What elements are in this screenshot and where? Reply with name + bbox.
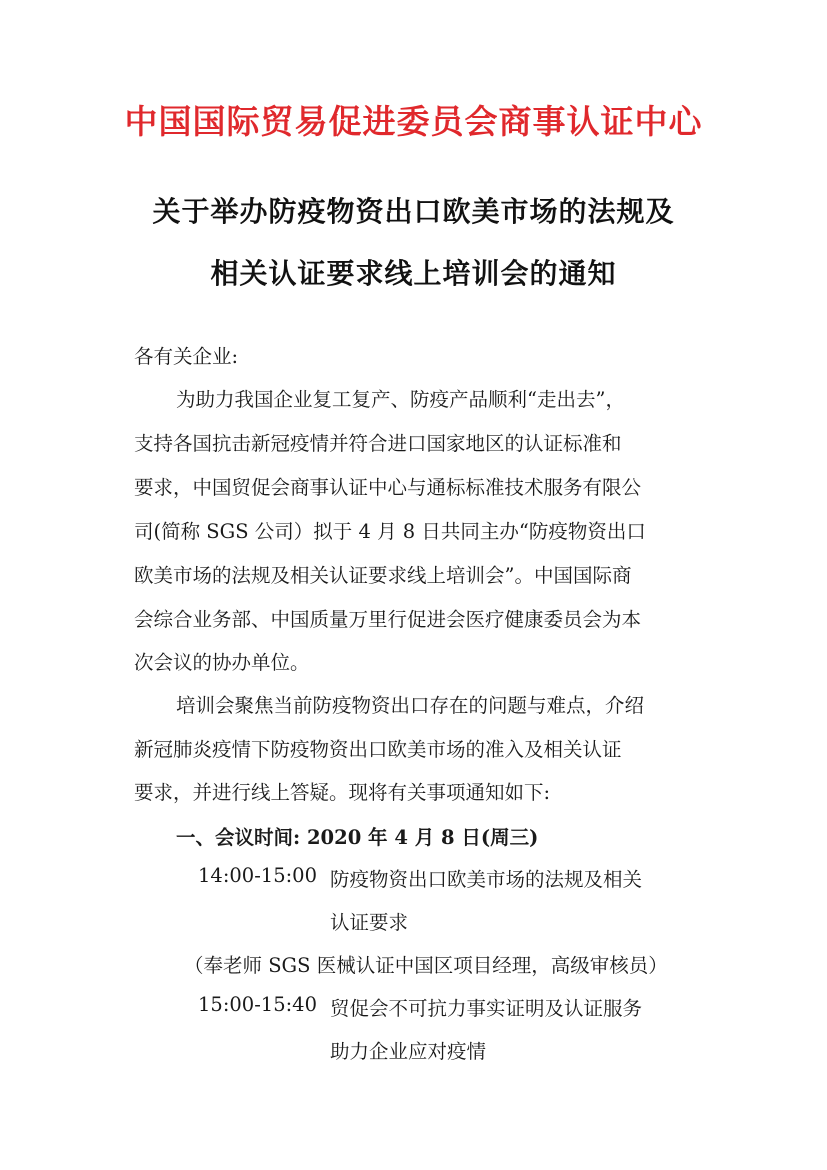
paragraph-2-line: 要求，并进行线上答疑。现将有关事项通知如下: [134, 781, 551, 804]
paragraph-2-line: 新冠肺炎疫情下防疫物资出口欧美市场的准入及相关认证 [134, 738, 622, 761]
paragraph-1-line: 要求，中国贸促会商事认证中心与通标标准技术服务有限公 [134, 476, 642, 499]
schedule-topic-continued: 认证要求 [330, 911, 409, 934]
letterhead-org-name: 中国国际贸易促进委员会商事认证中心 [124, 102, 703, 141]
paragraph-2-line: 培训会聚焦当前防疫物资出口存在的问题与难点，介绍 [176, 694, 645, 717]
paragraph-1-line: 司(简称 SGS 公司）拟于 4 月 8 日共同主办“防疫物资出口 [134, 520, 646, 543]
paragraph-1-line: 会综合业务部、中国质量万里行促进会医疗健康委员会为本 [134, 608, 642, 631]
paragraph-1-line: 欧美市场的法规及相关认证要求线上培训会”。中国国际商 [134, 564, 632, 587]
schedule-topic-continued: 助力企业应对疫情 [330, 1040, 487, 1063]
notice-title-line-2: 相关认证要求线上培训会的通知 [210, 257, 617, 290]
salutation: 各有关企业: [134, 345, 239, 368]
paragraph-1-line: 次会议的协办单位。 [134, 651, 310, 674]
schedule-speaker: （奉老师 SGS 医械认证中国区项目经理，高级审核员） [184, 954, 668, 977]
schedule-time: 15:00-15:40 [198, 993, 317, 1016]
section-1-heading: 一、会议时间: 2020 年 4 月 8 日(周三) [176, 826, 539, 849]
paragraph-1-line: 为助力我国企业复工复产、防疫产品顺利“走出去”， [176, 388, 625, 411]
notice-title-line-1: 关于举办防疫物资出口欧美市场的法规及 [152, 195, 675, 228]
paragraph-1-line: 支持各国抗击新冠疫情并符合进口国家地区的认证标准和 [134, 432, 622, 455]
schedule-topic: 防疫物资出口欧美市场的法规及相关 [330, 868, 643, 891]
schedule-time: 14:00-15:00 [198, 864, 317, 887]
schedule-topic: 贸促会不可抗力事实证明及认证服务 [330, 997, 643, 1020]
